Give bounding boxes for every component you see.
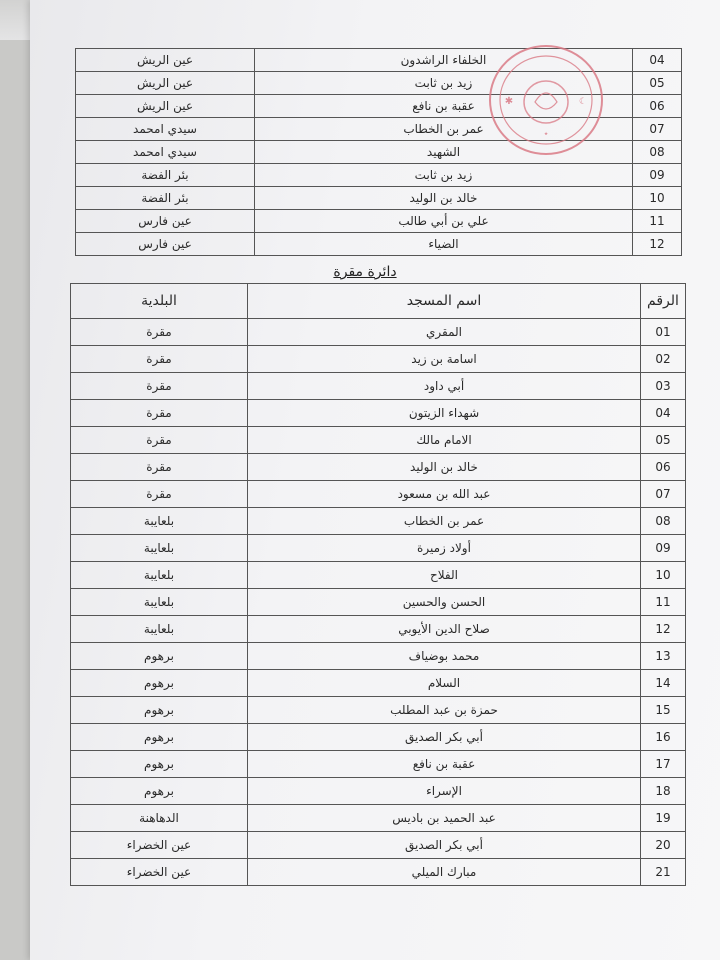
table-row <box>71 562 686 589</box>
municipality: عين فارس <box>76 233 255 256</box>
municipality: بلعايبة <box>71 616 248 643</box>
row-number: 10 <box>641 562 686 589</box>
table-row <box>71 400 686 427</box>
table-row <box>76 164 682 187</box>
municipality: عين فارس <box>76 210 255 233</box>
row-number: 04 <box>641 400 686 427</box>
mosque-name: محمد بوضياف <box>248 643 641 670</box>
municipality: برهوم <box>71 724 248 751</box>
table-row <box>71 697 686 724</box>
table-row <box>76 210 682 233</box>
municipality: بلعايبة <box>71 508 248 535</box>
mosque-name: عقبة بن نافع <box>255 95 633 118</box>
row-number: 19 <box>641 805 686 832</box>
table-row <box>71 805 686 832</box>
table-row <box>71 589 686 616</box>
row-number: 08 <box>633 141 682 164</box>
municipality: برهوم <box>71 751 248 778</box>
mosque-name: اسامة بن زيد <box>248 346 641 373</box>
svg-text:٭: ٭ <box>543 129 549 138</box>
row-number: 12 <box>641 616 686 643</box>
municipality: الدهاهنة <box>71 805 248 832</box>
table-header-row <box>71 284 686 319</box>
municipality: بلعايبة <box>71 535 248 562</box>
svg-text:☾: ☾ <box>578 97 588 107</box>
table-row <box>71 535 686 562</box>
municipality: سيدي امحمد <box>76 118 255 141</box>
municipality: برهوم <box>71 643 248 670</box>
row-number: 11 <box>633 210 682 233</box>
municipality: مقرة <box>71 346 248 373</box>
mosque-table-maqra <box>70 283 686 886</box>
municipality: سيدي امحمد <box>76 141 255 164</box>
row-number: 13 <box>641 643 686 670</box>
row-number: 21 <box>641 859 686 886</box>
municipality: بئر الفضة <box>76 187 255 210</box>
mosque-name: عقبة بن نافع <box>248 751 641 778</box>
row-number: 05 <box>633 72 682 95</box>
mosque-name: عمر بن الخطاب <box>255 118 633 141</box>
mosque-name: زيد بن ثابت <box>255 72 633 95</box>
row-number: 18 <box>641 778 686 805</box>
header-mosque-name: اسم المسجد <box>248 284 641 319</box>
header-municipality: البلدية <box>71 284 248 319</box>
row-number: 11 <box>641 589 686 616</box>
municipality: مقرة <box>71 400 248 427</box>
mosque-name: الشهيد <box>255 141 633 164</box>
row-number: 06 <box>633 95 682 118</box>
section-title-maqra: دائرة مقرة <box>333 264 397 280</box>
municipality: برهوم <box>71 670 248 697</box>
row-number: 15 <box>641 697 686 724</box>
table-row <box>71 373 686 400</box>
municipality: برهوم <box>71 778 248 805</box>
official-stamp <box>483 40 609 160</box>
municipality: مقرة <box>71 481 248 508</box>
municipality: برهوم <box>71 697 248 724</box>
row-number: 20 <box>641 832 686 859</box>
row-number: 07 <box>641 481 686 508</box>
table-row <box>71 778 686 805</box>
municipality: عين الخضراء <box>71 832 248 859</box>
table-row <box>76 187 682 210</box>
row-number: 07 <box>633 118 682 141</box>
table-row <box>76 233 682 256</box>
mosque-name: أبي داود <box>248 373 641 400</box>
mosque-name: عبد الحميد بن باديس <box>248 805 641 832</box>
mosque-name: شهداء الزيتون <box>248 400 641 427</box>
mosque-name: خالد بن الوليد <box>255 187 633 210</box>
municipality: بلعايبة <box>71 589 248 616</box>
table-row <box>71 616 686 643</box>
mosque-name: الامام مالك <box>248 427 641 454</box>
row-number: 16 <box>641 724 686 751</box>
header-number: الرقم <box>641 284 686 319</box>
row-number: 08 <box>641 508 686 535</box>
mosque-name: مبارك الميلي <box>248 859 641 886</box>
mosque-name: خالد بن الوليد <box>248 454 641 481</box>
row-number: 09 <box>641 535 686 562</box>
mosque-name: أولاد زميرة <box>248 535 641 562</box>
mosque-name: المقري <box>248 319 641 346</box>
table-row <box>71 751 686 778</box>
row-number: 04 <box>633 49 682 72</box>
row-number: 10 <box>633 187 682 210</box>
table-row <box>71 859 686 886</box>
row-number: 02 <box>641 346 686 373</box>
table-row <box>71 481 686 508</box>
mosque-name: الفلاح <box>248 562 641 589</box>
row-number: 14 <box>641 670 686 697</box>
row-number: 01 <box>641 319 686 346</box>
municipality: عين الريش <box>76 95 255 118</box>
municipality: عين الريش <box>76 72 255 95</box>
row-number: 03 <box>641 373 686 400</box>
row-number: 17 <box>641 751 686 778</box>
mosque-name: الخلفاء الراشدون <box>255 49 633 72</box>
row-number: 05 <box>641 427 686 454</box>
table-row <box>71 427 686 454</box>
table-row <box>71 454 686 481</box>
municipality: بئر الفضة <box>76 164 255 187</box>
row-number: 06 <box>641 454 686 481</box>
mosque-name: الضياء <box>255 233 633 256</box>
mosque-name: علي بن أبي طالب <box>255 210 633 233</box>
table-row <box>71 724 686 751</box>
row-number: 12 <box>633 233 682 256</box>
municipality: مقرة <box>71 454 248 481</box>
row-number: 09 <box>633 164 682 187</box>
table-row <box>71 832 686 859</box>
mosque-name: حمزة بن عبد المطلب <box>248 697 641 724</box>
table-row <box>71 643 686 670</box>
mosque-name: زيد بن ثابت <box>255 164 633 187</box>
municipality: مقرة <box>71 427 248 454</box>
table-row <box>71 508 686 535</box>
mosque-name: الحسن والحسين <box>248 589 641 616</box>
mosque-name: أبي بكر الصديق <box>248 832 641 859</box>
municipality: بلعايبة <box>71 562 248 589</box>
table-body <box>71 319 686 886</box>
mosque-name: أبي بكر الصديق <box>248 724 641 751</box>
mosque-name: عمر بن الخطاب <box>248 508 641 535</box>
table-row <box>71 319 686 346</box>
mosque-name: الإسراء <box>248 778 641 805</box>
municipality: عين الريش <box>76 49 255 72</box>
mosque-name: عبد الله بن مسعود <box>248 481 641 508</box>
municipality: مقرة <box>71 373 248 400</box>
table-row <box>71 346 686 373</box>
mosque-name: السلام <box>248 670 641 697</box>
svg-text:✱: ✱ <box>504 96 514 107</box>
table-row <box>71 670 686 697</box>
municipality: مقرة <box>71 319 248 346</box>
mosque-name: صلاح الدين الأيوبي <box>248 616 641 643</box>
municipality: عين الخضراء <box>71 859 248 886</box>
